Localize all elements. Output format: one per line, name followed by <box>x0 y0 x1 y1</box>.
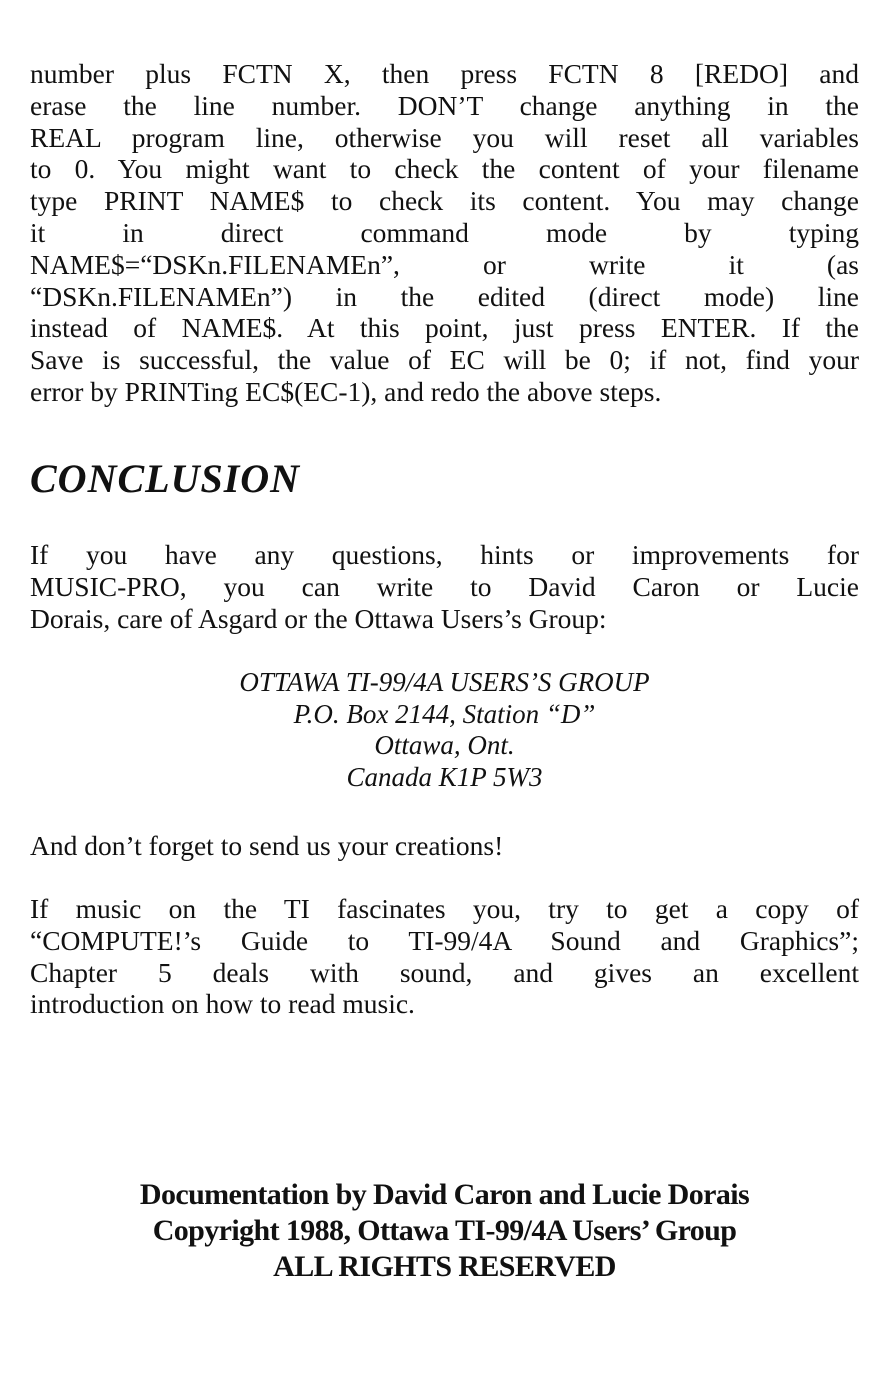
text-line: Dorais, care of Asgard or the Ottawa Users’s Group: <box>30 602 607 634</box>
credits-authors: Documentation by David Caron and Lucie Dorais <box>139 1178 750 1211</box>
music-reference-paragraph <box>30 893 859 1020</box>
address-line: OTTAWA TI-99/4A USERS’S GROUP <box>239 667 650 697</box>
conclusion-intro-paragraph <box>30 539 859 634</box>
credits-block <box>30 1177 859 1285</box>
mailing-address <box>30 667 859 793</box>
text-line: REAL program line, otherwise you will reset all variables <box>30 121 859 153</box>
address-line: P.O. Box 2144, Station “D” <box>293 698 596 729</box>
text-line: error by PRINTing EC$(EC-1), and redo the above steps. <box>30 375 662 407</box>
text-line: “DSKn.FILENAMEn”) in the edited (direct mode) line <box>30 280 859 312</box>
text-line: If music on the TI fascinates you, try to get a copy of <box>30 893 859 924</box>
text-line: introduction on how to read music. <box>30 988 415 1020</box>
text-line: number plus FCTN X, then press FCTN 8 [REDO] and <box>30 58 859 89</box>
address-line: Canada K1P 5W3 <box>346 761 543 792</box>
text-line: to 0. You might want to check the content of your filename <box>30 153 859 185</box>
text-line: it in direct command mode by typing <box>30 216 859 248</box>
text-line: erase the line number. DON’T change anything in the <box>30 89 859 121</box>
text-line: NAME$=“DSKn.FILENAMEn”, or write it (as <box>30 248 859 280</box>
document-page <box>30 58 859 1283</box>
send-creations-paragraph: And don’t forget to send us your creations! <box>30 830 504 861</box>
credits-copyright: Copyright 1988, Ottawa TI-99/4A Users’ Group <box>152 1214 737 1247</box>
address-line: Ottawa, Ont. <box>374 730 515 760</box>
conclusion-heading: CONCLUSION <box>30 456 301 501</box>
text-line: Save is successful, the value of EC will be 0; if not, find your <box>30 344 859 376</box>
text-line: type PRINT NAME$ to check its content. You may change <box>30 185 859 217</box>
text-line: If you have any questions, hints or improvements for <box>30 539 859 570</box>
text-line: “COMPUTE!’s Guide to TI-99/4A Sound and Graphics”; <box>30 924 859 956</box>
text-line: MUSIC-PRO, you can write to David Caron or Lucie <box>30 570 859 602</box>
text-line: instead of NAME$. At this point, just press ENTER. If the <box>30 312 859 344</box>
text-line: Chapter 5 deals with sound, and gives an excellent <box>30 956 859 988</box>
save-instructions-paragraph <box>30 58 859 408</box>
credits-rights: ALL RIGHTS RESERVED <box>273 1250 616 1283</box>
